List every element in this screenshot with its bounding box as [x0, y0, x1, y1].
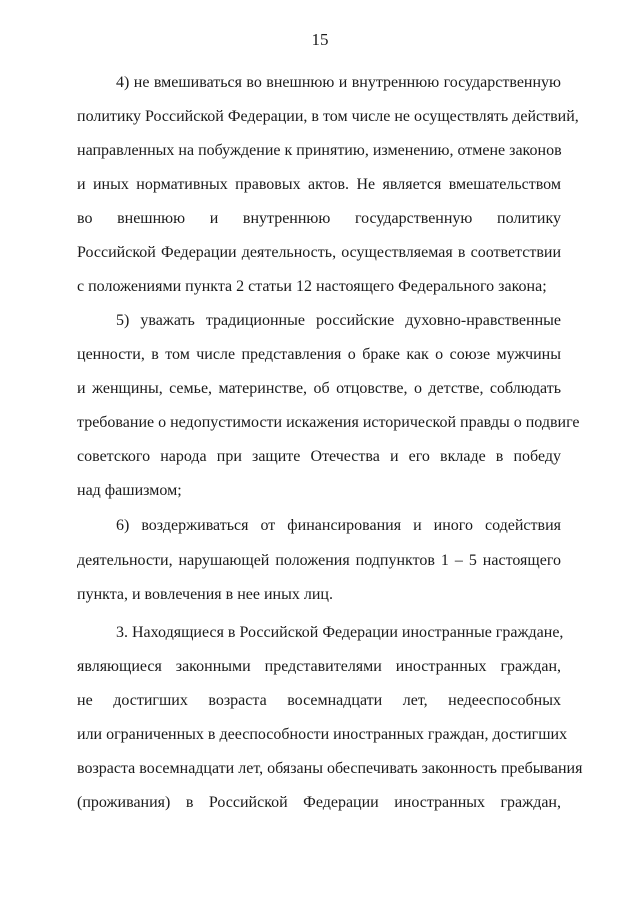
text-line: (проживания) в Российской Федерации иностранных граждан,	[77, 794, 561, 811]
text-line: во внешнюю и внутреннюю государственную политику	[77, 210, 561, 227]
text-line: требование о недопустимости искажения исторической правды о подвиге	[77, 414, 580, 431]
text-line: направленных на побуждение к принятию, изменению, отмене законов	[77, 142, 562, 159]
text-line: 6) воздерживаться от финансирования и иного содействия	[116, 517, 561, 534]
text-line: или ограниченных в дееспособности иностранных граждан, достигших	[77, 726, 568, 743]
text-line: и женщины, семье, материнстве, об отцовстве, о детстве, соблюдать	[77, 380, 561, 397]
text-line: деятельности, нарушающей положения подпунктов 1 – 5 настоящего	[77, 552, 561, 569]
text-line: ценности, в том числе представления о браке как о союзе мужчины	[77, 346, 561, 363]
text-line: советского народа при защите Отечества и его вкладе в победу	[77, 448, 561, 465]
text-line: с положениями пункта 2 статьи 12 настоящего Федерального закона;	[77, 278, 547, 295]
text-line: пункта, и вовлечения в нее иных лиц.	[77, 586, 333, 603]
text-line: не достигших возраста восемнадцати лет, недееспособных	[77, 692, 561, 709]
text-line: и иных нормативных правовых актов. Не является вмешательством	[77, 176, 561, 193]
text-line: являющиеся законными представителями иностранных граждан,	[77, 658, 561, 675]
text-line: 3. Находящиеся в Российской Федерации иностранные граждане,	[116, 624, 564, 641]
text-line: 4) не вмешиваться во внешнюю и внутреннюю государственную	[116, 74, 561, 91]
text-line: 5) уважать традиционные российские духовно-нравственные	[116, 312, 561, 329]
text-line: политику Российской Федерации, в том числе не осуществлять действий,	[77, 108, 579, 125]
text-line: над фашизмом;	[77, 482, 182, 499]
text-line: возраста восемнадцати лет, обязаны обеспечивать законность пребывания	[77, 760, 583, 777]
page-number: 15	[311, 30, 329, 49]
text-line: Российской Федерации деятельность, осуществляемая в соответствии	[77, 244, 561, 261]
